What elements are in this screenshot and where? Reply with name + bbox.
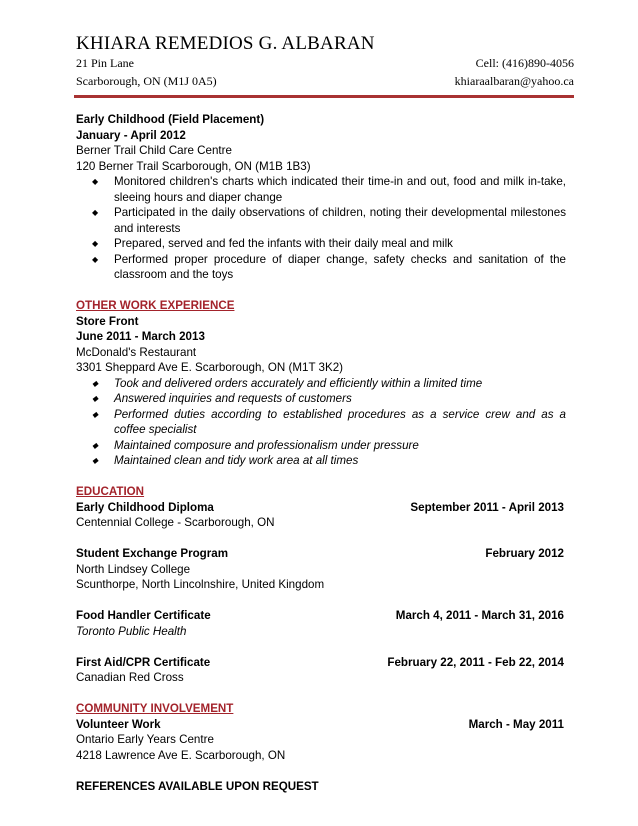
list-item: ◆ Answered inquiries and requests of customers	[92, 392, 352, 405]
list-item: ◆ Participated in the daily observations of children, noting their developmental milestones and interests	[92, 206, 566, 235]
bullet-icon: ◆	[92, 239, 99, 248]
other-work-address: 3301 Sheppard Ave E. Scarborough, ON (M1T 3K2)	[76, 361, 344, 374]
education-date: March 4, 2011 - March 31, 2016	[395, 609, 564, 622]
education-detail: Canadian Red Cross	[76, 671, 184, 684]
education-title: Early Childhood Diploma	[76, 500, 214, 514]
list-item: ◆ Maintained clean and tidy work area at all times	[92, 454, 359, 467]
bullet-icon: ◆	[92, 378, 99, 388]
placement-title: Early Childhood (Field Placement)	[76, 113, 265, 126]
education-title: First Aid/CPR Certificate	[76, 655, 211, 669]
education-item	[76, 608, 566, 624]
community-address: 4218 Lawrence Ave E. Scarborough, ON	[76, 748, 286, 762]
other-work-title: Store Front	[76, 314, 139, 328]
list-item: ◆ Performed proper procedure of diaper change, safety checks and sanitation of the classroom and the toys	[92, 252, 566, 281]
community-date: March - May 2011	[468, 717, 564, 731]
education-item	[76, 500, 566, 516]
education-item	[76, 655, 566, 671]
list-item: ◆ Maintained composure and professionalism under pressure	[92, 438, 419, 452]
education-detail: Centennial College - Scarborough, ON	[76, 516, 275, 529]
placement-org: Berner Trail Child Care Centre	[76, 144, 232, 157]
education-date: February 22, 2011 - Feb 22, 2014	[387, 655, 564, 669]
education-detail: North Lindsey College	[76, 562, 191, 576]
list-item: ◆ Performed duties according to established procedures as a service crew and as a coffee specialist	[92, 407, 566, 436]
address-line-1: 21 Pin Lane	[76, 56, 134, 70]
cell-phone: Cell: (416)890-4056	[475, 56, 574, 70]
education-detail: Scunthorpe, North Lincolnshire, United Kingdom	[76, 578, 325, 591]
address-line-2: Scarborough, ON (M1J 0A5)	[76, 74, 217, 88]
bullet-icon: ◆	[92, 440, 99, 450]
bullet-icon: ◆	[92, 456, 99, 465]
other-work-org: McDonald's Restaurant	[76, 345, 197, 359]
list-item: ◆ Monitored children's charts which indicated their time-in and out, food and milk in-take, sleeing hours and diaper change	[92, 175, 566, 204]
other-work-dates: June 2011 - March 2013	[76, 330, 205, 343]
other-work-heading: OTHER WORK EXPERIENCE	[76, 299, 235, 312]
bullet-icon: ◆	[92, 177, 99, 186]
resume-body	[76, 112, 566, 794]
applicant-name: KHIARA REMEDIOS G. ALBARAN	[76, 33, 375, 54]
list-item: ◆ Took and delivered orders accurately and efficiently within a limited time	[92, 376, 483, 390]
list-item: ◆ Prepared, served and fed the infants with their daily meal and milk	[92, 237, 453, 250]
education-detail: Toronto Public Health	[76, 624, 187, 638]
placement-dates: January - April 2012	[76, 128, 186, 142]
email-address: khiaraalbaran@yahoo.ca	[454, 74, 574, 88]
references-note: REFERENCES AVAILABLE UPON REQUEST	[76, 779, 319, 793]
community-item	[76, 717, 566, 733]
community-org: Ontario Early Years Centre	[76, 733, 214, 746]
bullet-icon: ◆	[92, 394, 99, 403]
education-item	[76, 546, 566, 562]
education-title: Food Handler Certificate	[76, 609, 211, 622]
community-title: Volunteer Work	[76, 717, 161, 731]
placement-address: 120 Berner Trail Scarborough, ON (M1B 1B3)	[76, 159, 311, 173]
bullet-icon: ◆	[92, 409, 99, 419]
bullet-icon: ◆	[92, 208, 99, 217]
education-date: September 2011 - April 2013	[410, 500, 564, 514]
header-rule	[74, 95, 574, 98]
education-title: Student Exchange Program	[76, 547, 229, 560]
other-work-duties-list	[76, 376, 566, 469]
placement-duties-list	[76, 174, 566, 283]
community-heading: COMMUNITY INVOLVEMENT	[76, 702, 234, 715]
education-heading: EDUCATION	[76, 485, 145, 498]
education-date: February 2012	[485, 547, 564, 560]
bullet-icon: ◆	[92, 254, 99, 264]
